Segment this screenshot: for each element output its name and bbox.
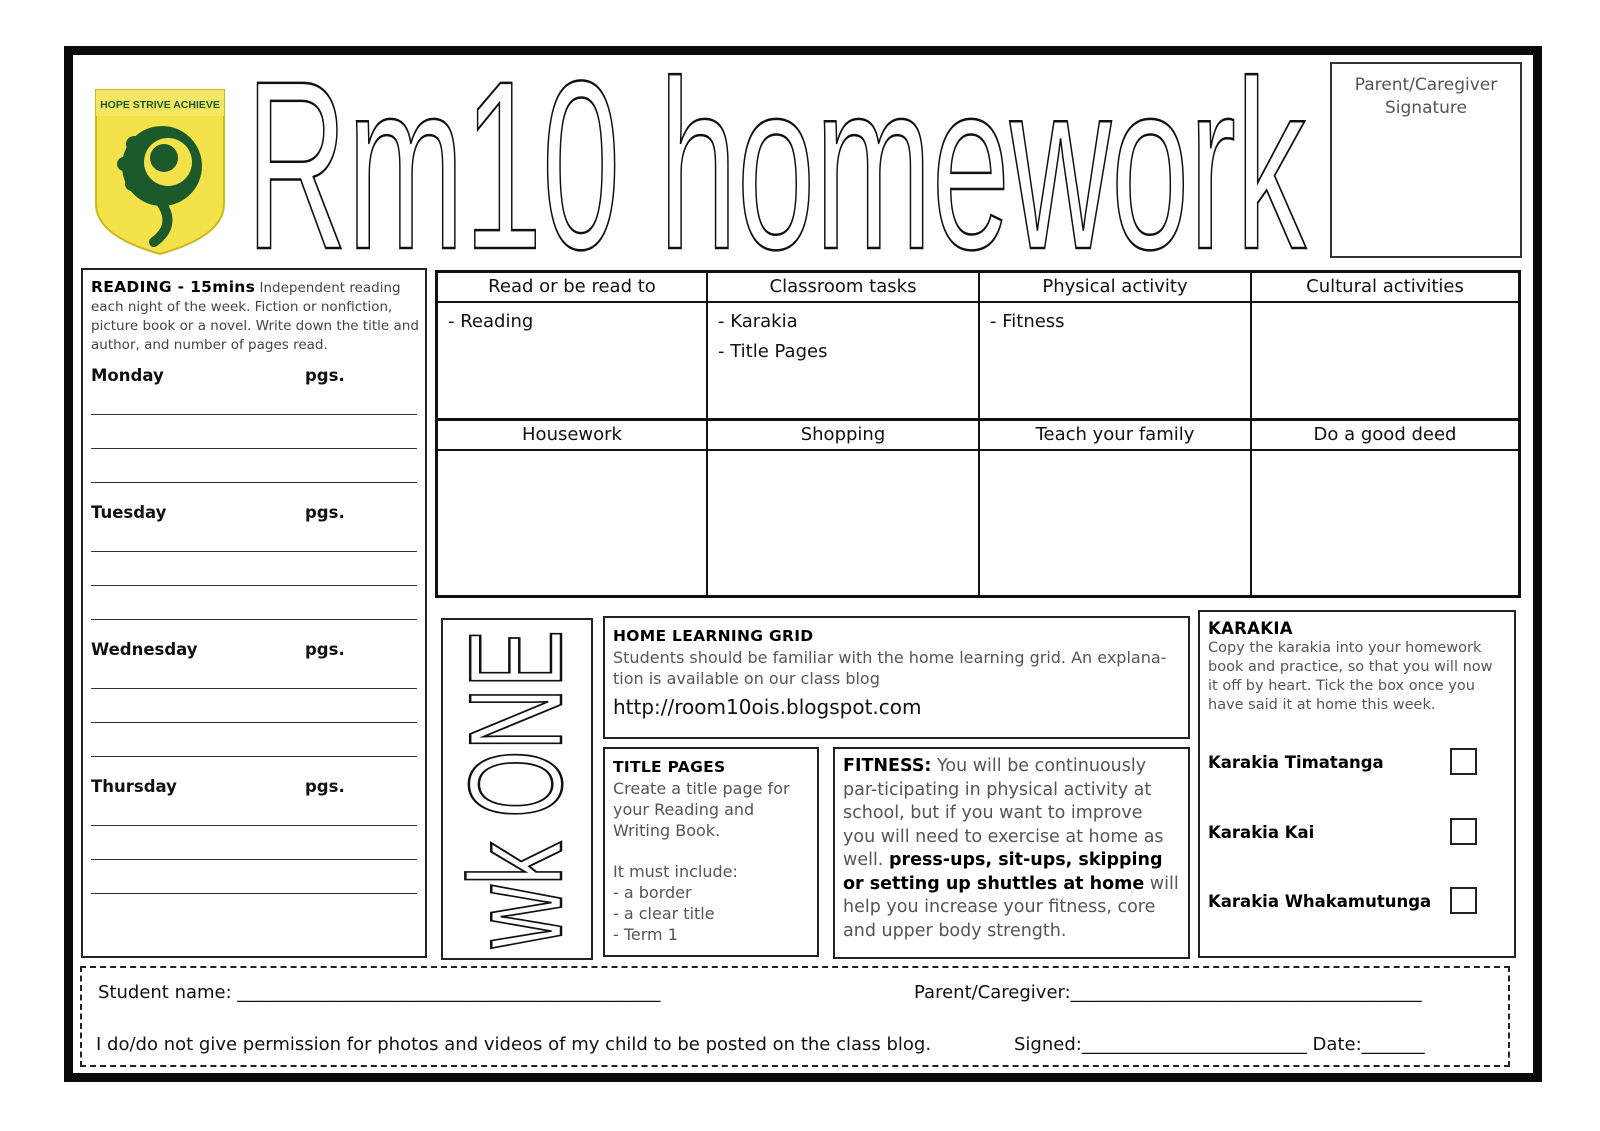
grid-cell-physical[interactable] bbox=[980, 273, 1252, 421]
grid-cell-teach[interactable] bbox=[980, 418, 1252, 595]
home-learning-text: Students should be familiar with the home learning grid. An explana-tion is available on our class blog bbox=[613, 648, 1167, 688]
writing-line[interactable] bbox=[91, 585, 417, 586]
grid-cell-shopping[interactable] bbox=[708, 418, 980, 595]
home-learning-heading: HOME LEARNING GRID bbox=[613, 627, 814, 645]
karakia-checkbox[interactable] bbox=[1450, 818, 1477, 845]
writing-line[interactable] bbox=[91, 722, 417, 723]
grid-cell-cultural[interactable] bbox=[1252, 273, 1518, 421]
karakia-checkbox[interactable] bbox=[1450, 887, 1477, 914]
grid-item: - Reading bbox=[448, 311, 534, 332]
writing-line[interactable] bbox=[91, 825, 417, 826]
writing-line[interactable] bbox=[91, 448, 417, 449]
home-learning-grid bbox=[435, 270, 1521, 598]
pages-label: pgs. bbox=[305, 503, 345, 522]
class-blog-link[interactable]: http://room10ois.blogspot.com bbox=[613, 695, 922, 719]
reading-intro bbox=[91, 278, 419, 355]
day-name: Thursday bbox=[91, 777, 177, 796]
writing-line[interactable] bbox=[91, 551, 417, 552]
grid-cell-header: Teach your family bbox=[980, 421, 1250, 451]
karakia-item-whakamutunga: Karakia Whakamutunga bbox=[1208, 892, 1432, 911]
fitness-info bbox=[833, 747, 1190, 959]
parent-signature-box[interactable] bbox=[1330, 62, 1522, 258]
must-include-label: It must include: bbox=[613, 862, 738, 881]
karakia-panel bbox=[1198, 610, 1516, 958]
page-title bbox=[246, 58, 1312, 258]
writing-line[interactable] bbox=[91, 859, 417, 860]
signature-label: Parent/Caregiver Signature bbox=[1354, 75, 1498, 118]
fitness-exercises: press-ups, sit-ups, skipping or setting up shuttles at home bbox=[843, 850, 1163, 894]
title-pages-info bbox=[603, 747, 819, 957]
karakia-item-kai: Karakia Kai bbox=[1208, 823, 1315, 842]
reading-panel bbox=[81, 268, 427, 958]
pages-label: pgs. bbox=[305, 366, 345, 385]
title-pages-heading: TITLE PAGES bbox=[613, 758, 726, 776]
day-name: Monday bbox=[91, 366, 164, 385]
parent-name-field[interactable]: Parent/Caregiver:_______________________________________ bbox=[914, 982, 1422, 1003]
pages-label: pgs. bbox=[305, 777, 345, 796]
karakia-checkbox[interactable] bbox=[1450, 748, 1477, 775]
karakia-item-timatanga: Karakia Timatanga bbox=[1208, 753, 1384, 772]
fitness-text-after: will help you increase your fitness, core and upper body strength. bbox=[843, 873, 1179, 941]
writing-line[interactable] bbox=[91, 756, 417, 757]
writing-line[interactable] bbox=[91, 688, 417, 689]
grid-cell-housework[interactable] bbox=[438, 418, 708, 595]
grid-cell-header: Physical activity bbox=[980, 273, 1250, 303]
writing-line[interactable] bbox=[91, 893, 417, 894]
page-title-text: Rm10 homework bbox=[246, 58, 1307, 258]
title-pages-text: Create a title page for your Reading and Writing Book. bbox=[613, 779, 790, 840]
reading-heading: READING - 15mins bbox=[91, 278, 256, 296]
grid-item: - Title Pages bbox=[718, 341, 828, 362]
fitness-text: You will be continuously par-ticipating in physical activity at school, but if you want to improve you will need to exercise at home as well. bbox=[843, 756, 1164, 870]
grid-item: - Karakia bbox=[718, 311, 798, 332]
day-name: Tuesday bbox=[91, 503, 167, 522]
karakia-heading: KARAKIA bbox=[1208, 619, 1293, 638]
logo-motto: HOPE STRIVE ACHIEVE bbox=[100, 99, 220, 111]
writing-line[interactable] bbox=[91, 414, 417, 415]
fitness-heading: FITNESS: bbox=[843, 756, 932, 776]
grid-cell-header: Classroom tasks bbox=[708, 273, 978, 303]
grid-cell-header: Housework bbox=[438, 421, 706, 451]
grid-cell-classroom[interactable] bbox=[708, 273, 980, 421]
grid-cell-good-deed[interactable] bbox=[1252, 418, 1518, 595]
school-logo bbox=[92, 86, 228, 256]
week-label: wk ONE bbox=[443, 620, 589, 948]
permission-statement: I do/do not give permission for photos and videos of my child to be posted on the class blog. bbox=[96, 1034, 932, 1055]
day-name: Wednesday bbox=[91, 640, 198, 659]
grid-cell-read[interactable] bbox=[438, 273, 708, 421]
grid-cell-header: Read or be read to bbox=[438, 273, 706, 303]
grid-item: - Fitness bbox=[990, 311, 1065, 332]
writing-line[interactable] bbox=[91, 482, 417, 483]
pages-label: pgs. bbox=[305, 640, 345, 659]
student-name-field[interactable]: Student name: _______________________________________________ bbox=[98, 982, 661, 1003]
signed-date-field[interactable]: Signed:_________________________ Date:_______ bbox=[1014, 1034, 1425, 1055]
grid-cell-header: Cultural activities bbox=[1252, 273, 1518, 303]
week-label-box bbox=[441, 618, 593, 960]
reading-description: Independent reading each night of the week. Fiction or nonfiction, picture book or a novel. Write down the title and author, and number of pages read. bbox=[91, 280, 419, 353]
grid-cell-header: Shopping bbox=[708, 421, 978, 451]
permission-footer bbox=[80, 966, 1510, 1067]
karakia-instructions: Copy the karakia into your homework book and practice, so that you will now it off by heart. Tick the box once you have said it at home this week. bbox=[1208, 640, 1493, 713]
writing-line[interactable] bbox=[91, 619, 417, 620]
home-learning-info bbox=[603, 616, 1190, 739]
grid-cell-header: Do a good deed bbox=[1252, 421, 1518, 451]
requirement-item: - a border bbox=[613, 883, 692, 902]
requirement-item: - Term 1 bbox=[613, 925, 678, 944]
requirement-item: - a clear title bbox=[613, 904, 715, 923]
